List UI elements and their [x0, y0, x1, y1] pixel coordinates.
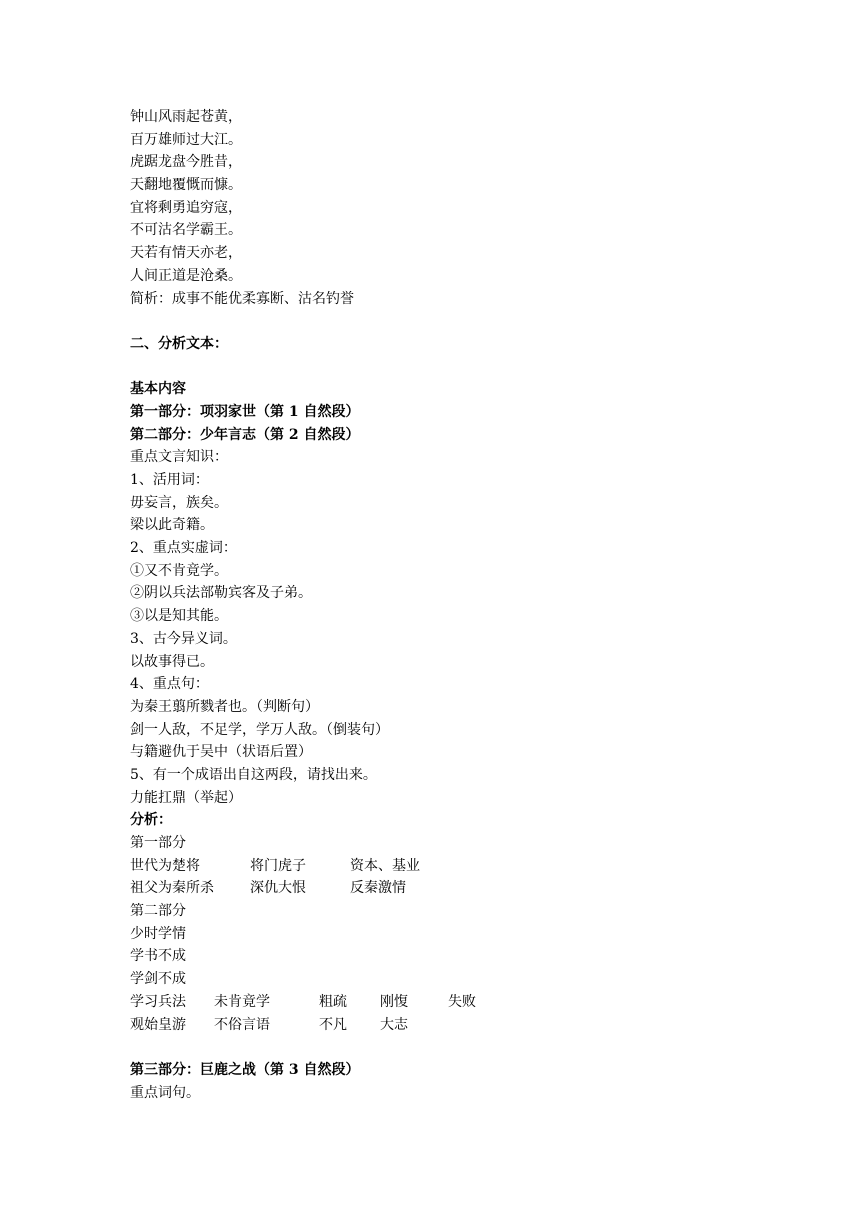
knowledge-line: 1、活用词：: [130, 472, 209, 488]
analysis-line: 学剑不成: [130, 971, 186, 988]
analysis-cell: 粗疏: [319, 993, 347, 1010]
analysis-cell: 祖父为秦所杀: [130, 880, 214, 897]
analysis-cell: 世代为楚将: [130, 857, 200, 874]
knowledge-line: 4、重点句：: [130, 676, 209, 693]
analysis-cell: 学习兵法: [130, 993, 186, 1010]
analysis-cell: 反秦激情: [350, 880, 406, 897]
analysis-row: [130, 991, 790, 1014]
analysis-cell: 观始皇游: [130, 1016, 186, 1033]
knowledge-line: 3、古今异义词。: [130, 630, 237, 647]
knowledge-line: ②阴以兵法部勒宾客及子弟。: [130, 585, 312, 602]
analysis-cell: 大志: [380, 1016, 408, 1033]
knowledge-line: 与籍避仇于吴中（状语后置）: [130, 744, 312, 761]
knowledge-line: 为秦王翦所戮者也。（判断句）: [130, 698, 319, 715]
document-page: [130, 106, 790, 1104]
analysis-row: [130, 1014, 790, 1037]
analysis-cell: 将门虎子: [250, 857, 306, 874]
section-heading: 二、分析文本：: [130, 335, 228, 352]
knowledge-line: 5、有一个成语出自这两段，请找出来。: [130, 766, 377, 783]
analysis-heading: 分析：: [130, 812, 172, 829]
analysis-row: [130, 855, 790, 878]
poem-line: 天若有情天亦老，: [130, 245, 242, 262]
analysis-part2-label: 第二部分: [130, 903, 186, 920]
key-words-line: 重点词句。: [130, 1084, 200, 1101]
blank-line: [130, 310, 790, 333]
poem-line: 百万雄师过大江。: [130, 131, 242, 148]
knowledge-line: 力能扛鼎（举起）: [130, 789, 242, 806]
blank-line: [130, 356, 790, 379]
blank-line: [130, 1036, 790, 1059]
analysis-row: [130, 877, 790, 900]
analysis-cell: 资本、基业: [350, 857, 420, 874]
knowledge-line: 以故事得已。: [130, 653, 214, 670]
knowledge-line: 剑一人敌，不足学，学万人敌。（倒装句）: [130, 721, 389, 738]
poem-line: 人间正道是沧桑。: [130, 267, 242, 284]
basic-content-heading: 基本内容: [130, 381, 186, 398]
knowledge-line: 毋妄言，族矣。: [130, 494, 228, 511]
knowledge-line: 重点文言知识：: [130, 449, 228, 466]
part2-heading: 第二部分：少年言志（第 2 自然段）: [130, 426, 360, 443]
analysis-line: 少时学情: [130, 925, 186, 942]
part3-heading: 第三部分：巨鹿之战（第 3 自然段）: [130, 1061, 360, 1078]
analysis-cell: 不俗言语: [214, 1016, 270, 1033]
part1-heading: 第一部分：项羽家世（第 1 自然段）: [130, 403, 360, 420]
analysis-cell: 刚愎: [380, 993, 408, 1010]
poem-line: 天翻地覆慨而慷。: [130, 177, 242, 194]
knowledge-line: 2、重点实虚词：: [130, 540, 237, 557]
analysis-cell: 失败: [448, 993, 476, 1010]
poem-line: 不可沽名学霸王。: [130, 222, 242, 239]
analysis-cell: 深仇大恨: [250, 880, 306, 897]
brief-analysis: 简析：成事不能优柔寡断、沽名钓誉: [130, 290, 354, 307]
analysis-line: 学书不成: [130, 948, 186, 965]
analysis-cell: 未肯竟学: [214, 993, 270, 1010]
poem-line: 钟山风雨起苍黄，: [130, 109, 242, 125]
analysis-cell: 不凡: [319, 1016, 347, 1033]
knowledge-line: ③以是知其能。: [130, 608, 228, 625]
knowledge-line: ①又不肯竟学。: [130, 562, 228, 579]
analysis-part1-label: 第一部分: [130, 835, 186, 851]
knowledge-line: 梁以此奇籍。: [130, 517, 214, 534]
poem-line: 宜将剩勇追穷寇，: [130, 199, 242, 216]
poem-line: 虎踞龙盘今胜昔，: [130, 154, 242, 171]
